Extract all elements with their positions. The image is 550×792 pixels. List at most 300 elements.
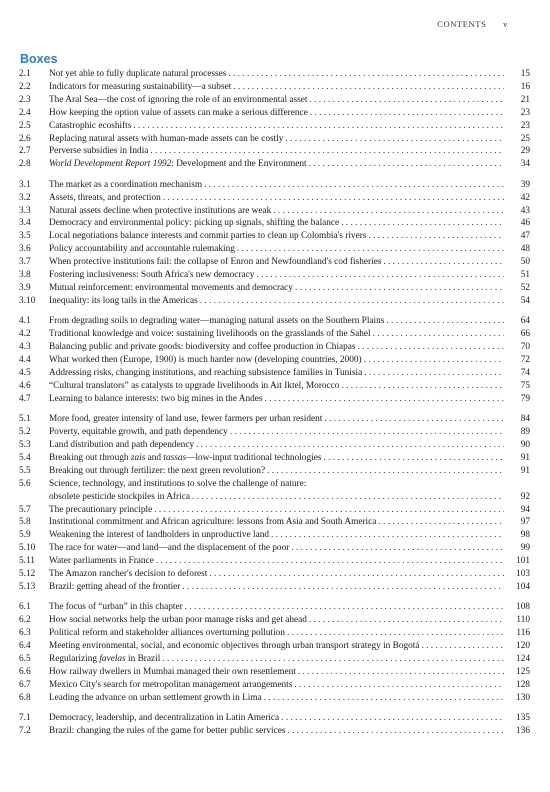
box-title xyxy=(49,295,198,308)
box-entry[interactable] xyxy=(0,179,550,192)
box-title xyxy=(49,256,381,269)
box-number: 3.10 xyxy=(19,295,36,306)
box-page-number: 47 xyxy=(520,231,530,242)
box-title-wrap xyxy=(49,269,504,282)
box-page-number: 51 xyxy=(520,270,530,281)
box-number: 3.6 xyxy=(19,244,31,255)
box-number: 5.10 xyxy=(19,543,36,554)
box-title xyxy=(49,452,321,465)
box-page-number: 92 xyxy=(520,491,530,502)
dot-leader xyxy=(364,354,504,367)
box-entry[interactable] xyxy=(0,256,550,269)
box-title-text: Fostering inclusiveness: South Africa's new democracy xyxy=(49,270,255,281)
box-title-wrap xyxy=(49,478,504,491)
box-title-wrap xyxy=(49,504,504,517)
box-page-number: 21 xyxy=(520,94,530,105)
dot-leader xyxy=(285,133,504,146)
box-entry[interactable] xyxy=(0,614,550,627)
box-entry[interactable] xyxy=(0,380,550,393)
box-title-text: Land distribution and path dependency xyxy=(49,439,195,450)
box-number: 6.2 xyxy=(19,615,31,626)
box-entry[interactable] xyxy=(0,465,550,478)
box-title-italic: zais xyxy=(130,452,146,463)
box-title-text: The market as a coordination mechanism xyxy=(49,179,203,190)
box-title xyxy=(49,94,307,107)
box-page-number: 74 xyxy=(520,367,530,378)
box-entry[interactable] xyxy=(0,315,550,328)
box-entry[interactable] xyxy=(0,133,550,146)
box-number: 5.3 xyxy=(19,439,31,450)
box-title-wrap xyxy=(49,679,504,692)
box-page-number: 89 xyxy=(520,427,530,438)
box-title-text: Inequality: its long tails in the Americas xyxy=(49,295,198,306)
box-title-text: Democracy, leadership, and decentralization in Latin America xyxy=(49,713,280,724)
box-entry[interactable] xyxy=(0,354,550,367)
box-title-text: Water parliaments in France xyxy=(49,556,154,567)
box-number: 4.5 xyxy=(19,367,31,378)
box-title-wrap xyxy=(49,393,504,406)
box-title xyxy=(49,504,152,517)
box-page-number: 110 xyxy=(516,615,530,626)
dot-leader xyxy=(267,465,504,478)
box-title-wrap xyxy=(49,452,504,465)
box-page-number: 101 xyxy=(516,556,530,567)
box-title-text: in Brazil xyxy=(125,653,161,664)
box-title-text: Mutual reinforcement: environmental movements and democracy xyxy=(49,283,293,293)
box-title xyxy=(49,81,231,94)
box-title-wrap xyxy=(49,354,504,367)
box-title xyxy=(49,243,235,256)
box-title-text: Addressing risks, changing institutions, and reaching subsistence families in Tunisia xyxy=(49,367,363,378)
box-entry[interactable] xyxy=(0,282,550,295)
box-page-number: 29 xyxy=(520,146,530,157)
dot-leader xyxy=(228,68,504,81)
box-number: 5.2 xyxy=(19,427,31,438)
box-title-wrap xyxy=(49,516,504,529)
box-title xyxy=(49,217,339,230)
dot-leader xyxy=(281,712,504,725)
box-title-wrap xyxy=(49,614,504,627)
box-number: 6.7 xyxy=(19,679,31,690)
box-title-text: Not yet able to fully duplicate natural processes xyxy=(49,69,227,79)
box-title xyxy=(49,614,307,627)
box-title xyxy=(49,529,269,542)
box-number: 2.8 xyxy=(19,159,31,170)
box-title xyxy=(49,581,180,594)
box-title-text: How railway dwellers in Mumbai managed their own resettlement xyxy=(49,666,296,677)
dot-leader xyxy=(364,367,504,380)
box-page-number: 99 xyxy=(520,543,530,554)
box-entry[interactable] xyxy=(0,393,550,406)
box-page-number: 91 xyxy=(520,465,530,476)
dot-leader xyxy=(185,601,504,614)
box-title-wrap xyxy=(49,256,504,269)
box-number: 5.4 xyxy=(19,452,31,463)
box-entry[interactable] xyxy=(0,679,550,692)
box-title xyxy=(49,133,283,146)
box-page-number: 91 xyxy=(520,452,530,463)
box-entry[interactable] xyxy=(0,230,550,243)
box-title-text: Democracy and environmental policy: picking up signals, shifting the balance xyxy=(49,218,340,229)
dot-leader xyxy=(209,568,504,581)
box-entry[interactable] xyxy=(0,94,550,107)
box-entry[interactable] xyxy=(0,601,550,614)
dot-leader xyxy=(204,179,504,192)
box-page-number: 84 xyxy=(520,414,530,425)
section-title: Boxes xyxy=(20,52,58,66)
box-number: 2.1 xyxy=(19,69,31,79)
box-title-text: Indicators for measuring sustainability—a subset xyxy=(49,81,232,92)
box-page-number: 15 xyxy=(520,69,530,79)
box-title-italic: favelas xyxy=(99,653,126,664)
box-page-number: 23 xyxy=(520,107,530,118)
dot-leader xyxy=(150,145,504,158)
box-entry[interactable] xyxy=(0,529,550,542)
dot-leader xyxy=(256,269,504,282)
dot-leader xyxy=(264,692,504,705)
box-number: 5.12 xyxy=(19,569,36,580)
box-title xyxy=(49,426,228,439)
box-title-text: and xyxy=(145,452,164,463)
box-title-text: The Amazon rancher's decision to deforest xyxy=(49,569,208,580)
box-title-wrap xyxy=(49,529,504,542)
box-title-text: obsolete pesticide stockpiles in Africa xyxy=(49,491,190,502)
box-title-text: The Aral Sea—the cost of ignoring the role of an environmental asset xyxy=(49,94,308,105)
box-title-text: Weakening the interest of landholders in unproductive land xyxy=(49,530,269,541)
dot-leader xyxy=(265,393,504,406)
box-title xyxy=(49,282,293,295)
box-entry[interactable] xyxy=(0,158,550,171)
box-entry[interactable] xyxy=(0,426,550,439)
box-number: 7.1 xyxy=(19,713,31,724)
box-title-wrap xyxy=(49,601,504,614)
box-entry[interactable] xyxy=(0,328,550,341)
box-number: 4.3 xyxy=(19,342,31,353)
box-number: 6.8 xyxy=(19,692,31,703)
box-entry[interactable] xyxy=(0,205,550,218)
box-page-number: 120 xyxy=(516,641,530,652)
box-entry[interactable] xyxy=(0,516,550,529)
box-title-wrap xyxy=(49,94,504,107)
box-title xyxy=(49,725,285,738)
box-title xyxy=(49,653,160,666)
dot-leader xyxy=(200,295,504,308)
box-title-italic: World Development Report 1992 xyxy=(49,159,172,170)
dot-leader xyxy=(368,230,504,243)
box-title-wrap xyxy=(49,192,504,205)
box-title-wrap xyxy=(49,145,504,158)
box-title-wrap xyxy=(49,107,504,120)
box-title-text: Brazil: getting ahead of the frontier xyxy=(49,581,181,592)
box-entry[interactable] xyxy=(0,568,550,581)
box-title-text: Leading the advance on urban settlement growth in Lima xyxy=(49,692,262,703)
box-number: 7.2 xyxy=(19,726,31,736)
dot-leader xyxy=(294,679,504,692)
box-title xyxy=(49,230,366,243)
dot-leader xyxy=(192,491,504,504)
box-title-wrap xyxy=(49,627,504,640)
box-page-number: 125 xyxy=(516,666,530,677)
box-title-wrap xyxy=(49,230,504,243)
box-entry[interactable] xyxy=(0,666,550,679)
box-title xyxy=(49,179,202,192)
box-entry[interactable] xyxy=(0,192,550,205)
dot-leader xyxy=(341,380,504,393)
box-page-number: 16 xyxy=(520,81,530,92)
box-page-number: 135 xyxy=(516,713,530,724)
box-entry[interactable] xyxy=(0,107,550,120)
box-number: 6.4 xyxy=(19,641,31,652)
box-number: 2.2 xyxy=(19,81,31,92)
box-title xyxy=(49,439,194,452)
box-number: 5.11 xyxy=(19,556,35,567)
box-title xyxy=(49,315,384,328)
dot-leader xyxy=(323,452,504,465)
box-title-wrap xyxy=(49,692,504,705)
box-entry[interactable] xyxy=(0,269,550,282)
box-page-number: 25 xyxy=(520,133,530,144)
box-title-text: Natural assets decline when protective institutions are weak xyxy=(49,205,272,216)
box-entry[interactable] xyxy=(0,555,550,568)
box-title-text: Institutional commitment and African agriculture: lessons from Asia and South America xyxy=(49,517,377,528)
box-number: 2.5 xyxy=(19,120,31,131)
box-title xyxy=(49,341,356,354)
dot-leader xyxy=(309,614,504,627)
box-title-text: Policy accountability and accountable rulemaking xyxy=(49,244,235,255)
box-title-text: More food, greater intensity of land use, fewer farmers per urban resident xyxy=(49,414,323,425)
dot-leader xyxy=(196,439,504,452)
box-title xyxy=(49,192,161,205)
box-page-number: 97 xyxy=(520,517,530,528)
box-title xyxy=(49,328,371,341)
box-page-number: 98 xyxy=(520,530,530,541)
box-title xyxy=(49,393,263,406)
box-group xyxy=(0,712,550,738)
box-page-number: 66 xyxy=(520,329,530,340)
dot-leader xyxy=(230,426,504,439)
box-title-text: How keeping the option value of assets can make a serious difference xyxy=(49,107,308,118)
box-title-text: Science, technology, and institutions to solve the challenge of nature: xyxy=(49,478,307,489)
box-entry[interactable] xyxy=(0,68,550,81)
box-page-number: 43 xyxy=(520,205,530,216)
box-page-number: 50 xyxy=(520,257,530,268)
box-title-wrap xyxy=(49,712,504,725)
box-title-text: Poverty, equitable growth, and path dependency xyxy=(49,427,228,438)
box-title-wrap xyxy=(49,640,504,653)
box-title-wrap xyxy=(49,205,504,218)
box-entry[interactable] xyxy=(0,504,550,517)
dot-leader xyxy=(154,504,504,517)
box-title-text: The race for water—and land—and the displacement of the poor xyxy=(49,543,290,554)
box-title-text: Brazil: changing the rules of the game for better public services xyxy=(49,726,286,736)
box-title-wrap xyxy=(49,328,504,341)
box-title-wrap xyxy=(49,315,504,328)
box-title xyxy=(49,68,226,81)
box-title-wrap xyxy=(49,555,504,568)
box-entry[interactable] xyxy=(0,640,550,653)
box-entry[interactable] xyxy=(0,712,550,725)
box-page-number: 104 xyxy=(516,581,530,592)
box-entry[interactable] xyxy=(0,491,550,504)
box-group xyxy=(0,68,550,171)
box-title-italic: tassas xyxy=(163,452,187,463)
box-group xyxy=(0,601,550,704)
box-title-text: Balancing public and private goods: biodiversity and coffee production in Chiapas xyxy=(49,342,356,353)
box-page-number: 90 xyxy=(520,439,530,450)
box-number: 4.7 xyxy=(19,393,31,404)
box-entry[interactable] xyxy=(0,478,550,491)
box-title xyxy=(49,478,306,491)
dot-leader xyxy=(341,217,504,230)
box-title xyxy=(49,491,190,504)
box-number: 5.1 xyxy=(19,414,31,425)
box-title xyxy=(49,692,262,705)
box-title-text: How social networks help the urban poor manage risks and get ahead xyxy=(49,615,307,626)
box-page-number: 130 xyxy=(516,692,530,703)
box-title-text: Perverse subsidies in India xyxy=(49,146,149,157)
dot-leader xyxy=(237,243,504,256)
dot-leader xyxy=(422,640,505,653)
dot-leader xyxy=(233,81,504,94)
dot-leader xyxy=(156,555,504,568)
box-title-text: The precautionary principle xyxy=(49,504,153,515)
dot-leader xyxy=(298,666,504,679)
box-title xyxy=(49,205,271,218)
dot-leader xyxy=(358,341,504,354)
box-entry[interactable] xyxy=(0,367,550,380)
box-title-wrap xyxy=(49,282,504,295)
box-entry[interactable] xyxy=(0,120,550,133)
box-entry[interactable] xyxy=(0,452,550,465)
box-entry[interactable] xyxy=(0,243,550,256)
box-number: 2.4 xyxy=(19,107,31,118)
box-entry[interactable] xyxy=(0,295,550,308)
box-title-wrap xyxy=(49,81,504,94)
box-title-text: Regularizing xyxy=(49,653,100,664)
box-title-wrap xyxy=(49,666,504,679)
box-page-number: 79 xyxy=(520,393,530,404)
box-entry[interactable] xyxy=(0,653,550,666)
dot-leader xyxy=(182,581,504,594)
running-head-page-number: v xyxy=(503,19,508,29)
box-title-text: Breaking out through fertilizer: the next green revolution? xyxy=(49,465,266,476)
box-number: 6.3 xyxy=(19,628,31,639)
box-title-text: Mexico City's search for metropolitan management arrangements xyxy=(49,679,293,690)
box-number: 2.3 xyxy=(19,94,31,105)
box-page-number: 42 xyxy=(520,192,530,203)
running-head-section: CONTENTS xyxy=(437,19,487,29)
box-entry[interactable] xyxy=(0,692,550,705)
dot-leader xyxy=(273,205,504,218)
dot-leader xyxy=(163,192,504,205)
box-title xyxy=(49,568,207,581)
box-number: 6.5 xyxy=(19,653,31,664)
box-entry[interactable] xyxy=(0,725,550,738)
box-title xyxy=(49,354,362,367)
box-title xyxy=(49,465,265,478)
box-title xyxy=(49,627,285,640)
box-title-text: Replacing natural assets with human-made assets can be costly xyxy=(49,133,284,144)
box-number: 5.9 xyxy=(19,530,31,541)
box-title-wrap xyxy=(49,491,504,504)
box-title-text: What worked then (Europe, 1900) is much harder now (developing countries, 2000) xyxy=(49,355,362,366)
box-page-number: 75 xyxy=(520,380,530,391)
box-page-number: 128 xyxy=(516,679,530,690)
box-entry[interactable] xyxy=(0,81,550,94)
box-page-number: 136 xyxy=(516,726,530,736)
box-entry[interactable] xyxy=(0,217,550,230)
box-title xyxy=(49,145,148,158)
box-number: 5.5 xyxy=(19,465,31,476)
box-number: 2.7 xyxy=(19,146,31,157)
dot-leader xyxy=(291,542,504,555)
box-entry[interactable] xyxy=(0,341,550,354)
dot-leader xyxy=(287,627,504,640)
box-entry[interactable] xyxy=(0,542,550,555)
dot-leader xyxy=(378,516,504,529)
box-entry[interactable] xyxy=(0,439,550,452)
dot-leader xyxy=(287,725,504,738)
box-title-text: Traditional knowledge and voice: sustaining livelihoods on the grasslands of the Sahel xyxy=(49,329,371,340)
box-title-wrap xyxy=(49,439,504,452)
box-title-wrap xyxy=(49,68,504,81)
box-number: 3.7 xyxy=(19,257,31,268)
box-number: 6.1 xyxy=(19,602,31,613)
box-entry[interactable] xyxy=(0,581,550,594)
box-page-number: 108 xyxy=(516,602,530,613)
box-number: 2.6 xyxy=(19,133,31,144)
box-title-wrap xyxy=(49,380,504,393)
box-entry[interactable] xyxy=(0,627,550,640)
box-number: 5.6 xyxy=(19,478,31,489)
box-page-number: 70 xyxy=(520,342,530,353)
box-number: 6.6 xyxy=(19,666,31,677)
box-title-wrap xyxy=(49,568,504,581)
box-page-number: 54 xyxy=(520,295,530,306)
box-number: 3.8 xyxy=(19,270,31,281)
box-title-text: Learning to balance interests: two big mines in the Andes xyxy=(49,393,263,404)
box-title xyxy=(49,120,131,133)
dot-leader xyxy=(162,653,504,666)
box-title-text: Assets, threats, and protection xyxy=(49,192,161,203)
box-entry[interactable] xyxy=(0,145,550,158)
dot-leader xyxy=(373,328,504,341)
box-page-number: 64 xyxy=(520,316,530,327)
box-title-text: —low-input traditional technologies xyxy=(186,452,322,463)
box-title xyxy=(49,679,292,692)
box-page-number: 23 xyxy=(520,120,530,131)
box-title xyxy=(49,555,154,568)
box-number: 4.2 xyxy=(19,329,31,340)
box-title-text: The focus of “urban” in this chapter xyxy=(49,602,183,613)
box-number: 3.1 xyxy=(19,179,31,190)
box-group xyxy=(0,315,550,405)
box-page-number: 52 xyxy=(520,283,530,293)
box-title-wrap xyxy=(49,217,504,230)
box-title-wrap xyxy=(49,426,504,439)
dot-leader xyxy=(271,529,504,542)
box-title-wrap xyxy=(49,413,504,426)
dot-leader xyxy=(386,315,504,328)
box-title-wrap xyxy=(49,133,504,146)
box-entry[interactable] xyxy=(0,413,550,426)
dot-leader xyxy=(324,413,504,426)
box-title xyxy=(49,367,362,380)
box-page-number: 94 xyxy=(520,504,530,515)
dot-leader xyxy=(310,107,504,120)
box-number: 5.7 xyxy=(19,504,31,515)
box-title-wrap xyxy=(49,243,504,256)
